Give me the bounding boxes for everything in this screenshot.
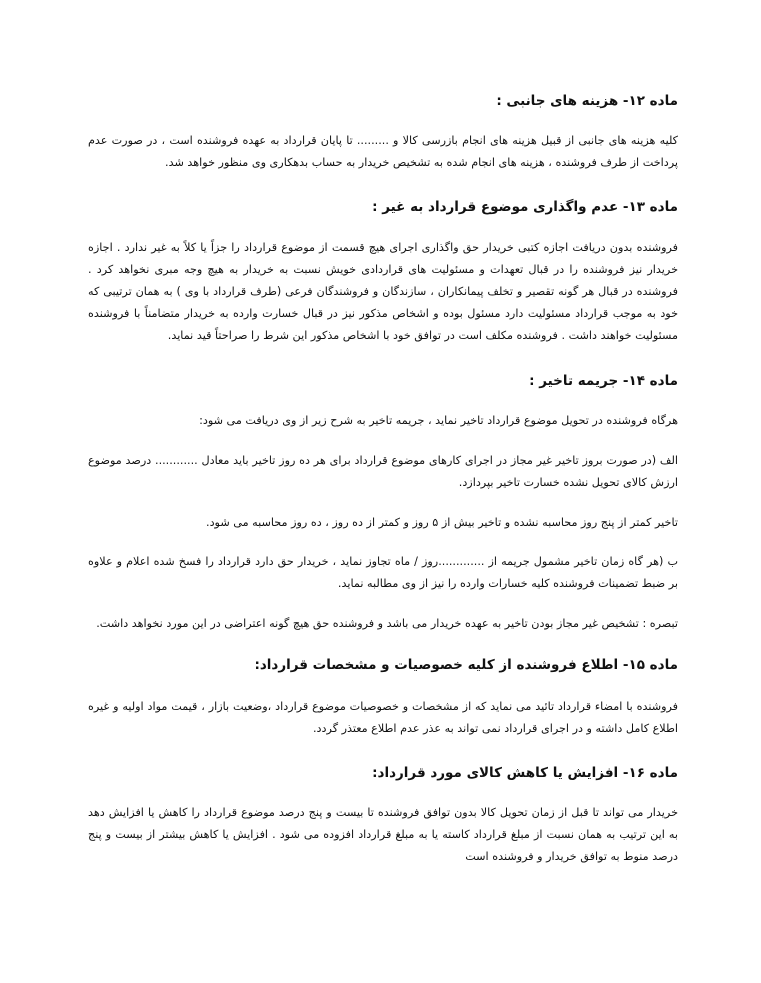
section-14-clause-alef: الف (در صورت بروز تاخیر غیر مجاز در اجرای کارهای موضوع قرارداد برای هر ده روز تاخیر باید معادل ............ درصد موضوع ارزش کالای تحویل نشده خسارت تاخیر بپردازد. [88,454,678,489]
section-12-heading: ماده ۱۲- هزینه های جانبی : [496,93,678,109]
section-14-tabsareh: تبصره : تشخیص غیر مجاز بودن تاخیر به عهده خریدار می باشد و فروشنده حق هیچ گونه اعتراضی در این مورد نخواهد داشت. [96,617,678,630]
section-14-heading: ماده ۱۴- جریمه تاخیر : [529,373,678,389]
section-16-heading: ماده ۱۶- افزایش یا کاهش کالای مورد قرارداد: [372,765,678,781]
section-15-heading: ماده ۱۵- اطلاع فروشنده از کلیه خصوصیات و مشخصات قرارداد: [254,657,678,673]
section-12-paragraph: کلیه هزینه های جانبی از قبیل هزینه های انجام بازرسی کالا و ......... تا پایان قرارداد به عهده فروشنده است ، در صورت عدم پرداخت از طرف فروشنده ، هزینه های انجام شده به تشخیص خریدار به حساب بدهکاری وی منظور خواهد شد. [88,134,678,169]
section-14-intro: هرگاه فروشنده در تحویل موضوع قرارداد تاخیر نماید ، جریمه تاخیر به شرح زیر از وی دریافت می شود: [199,414,678,427]
section-13-heading: ماده ۱۳- عدم واگذاری موضوع قرارداد به غیر : [372,199,678,215]
section-16-paragraph: خریدار می تواند تا قبل از زمان تحویل کالا بدون توافق فروشنده تا بیست و پنج درصد موضوع قرارداد را کاهش یا افزایش دهد به این ترتیب به همان نسبت از مبلغ قرارداد کاسته یا به مبلغ قرارداد افزوده می شود . افزایش یا کاهش بیشتر از بیست و پنج درصد منوط به توافق خریدار و فروشنده است [88,806,678,863]
section-13-paragraph: فروشنده بدون دریافت اجازه کتبی خریدار حق واگذاری اجرای هیچ قسمت از موضوع قرارداد را جزاً یا کلاً به غیر ندارد . اجازه خریدار نیز فروشنده را در قبال تعهدات و مسئولیت های قراردادی خویش نسبت به خریدار به هیچ وجه مبری نخواهد کرد . فروشنده در قبال هر گونه تقصیر و تخلف پیمانکاران ، سازندگان و فروشندگان فرعی (طرف قرارداد با وی ) به همان ترتیبی که خود به موجب قرارداد مسئولیت دارد مسئول بوده و اشخاص مذکور نیز در قبال خسارت وارده به خریدار متضامناً با فروشنده مسئولیت خواهند داشت . فروشنده مکلف است در توافق خود با اشخاص مذکور این شرط را صراحتاً قید نماید. [88,241,678,342]
section-14-clause-be: ب (هر گاه زمان تاخیر مشمول جریمه از .............روز / ماه تجاوز نماید ، خریدار حق دارد قرارداد را فسخ شده اعلام و علاوه بر ضبط تضمینات فروشنده کلیه خسارات وارده را نیز از وی مطالبه نماید. [88,555,678,590]
section-14-note-days: تاخیر کمتر از پنج روز محاسبه نشده و تاخیر بیش از ۵ روز و کمتر از ده روز ، ده روز محاسبه می شود. [206,516,678,529]
section-15-paragraph: فروشنده با امضاء قرارداد تائید می نماید که از مشخصات و خصوصیات موضوع قرارداد ،وضعیت بازار ، قیمت مواد اولیه و غیره اطلاع کامل داشته و در اجرای قرارداد نمی تواند به عذر عدم اطلاع معتذر گردد. [88,700,678,735]
